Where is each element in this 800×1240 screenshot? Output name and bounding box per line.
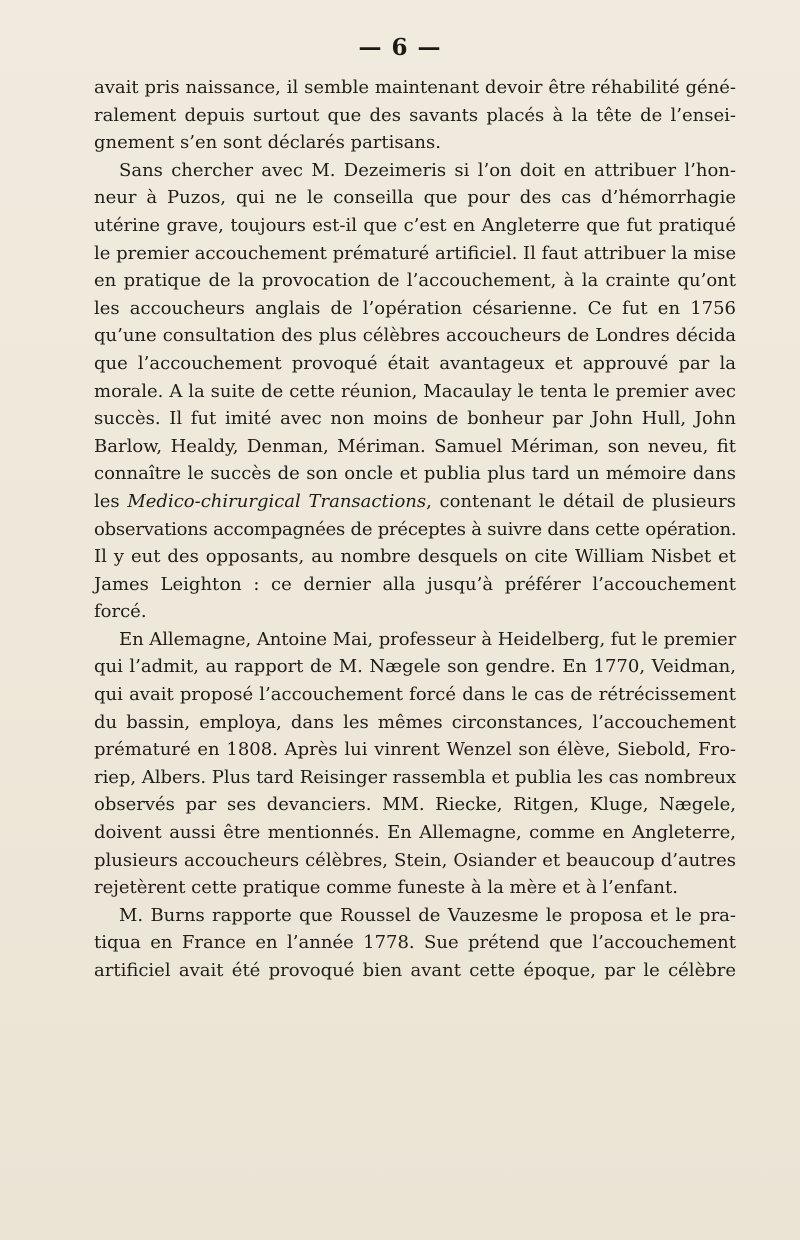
text-line: doivent aussi être mentionnés. En Allemagne, comme en Angleterre, [94, 822, 736, 844]
text-line: neur à Puzos, qui ne le conseilla que pour des cas d’hémorrhagie [94, 187, 736, 209]
text-line: Il y eut des opposants, au nombre desquels on cite William Nisbet et [94, 546, 736, 568]
text-line: qui avait proposé l’accouchement forcé dans le cas de rétrécissement [94, 684, 736, 706]
text-line: En Allemagne, Antoine Mai, professeur à Heidelberg, fut le premier [119, 628, 737, 650]
text-line: Sans chercher avec M. Dezeimeris si l’on doit en attribuer l’hon- [119, 159, 736, 181]
text-line: James Leighton : ce dernier alla jusqu’à préférer l’accouchement [94, 573, 736, 595]
text-line: morale. A la suite de cette réunion, Macaulay le tenta le premier avec [94, 380, 736, 402]
text-line [94, 488, 736, 516]
text-line: prématuré en 1808. Après lui vinrent Wenzel son élève, Siebold, Fro- [94, 739, 736, 761]
text-segment: , contenant le détail de plusieurs [426, 490, 737, 512]
text-line: les accoucheurs anglais de l’opération césarienne. Ce fut en 1756 [94, 297, 736, 319]
text-line: succès. Il fut imité avec non moins de bonheur par John Hull, John [94, 408, 736, 430]
text-line: du bassin, employa, dans les mêmes circonstances, l’accouchement [94, 711, 736, 733]
text-line: artificiel avait été provoqué bien avant cette époque, par le célèbre [94, 960, 736, 981]
text-line: tiqua en France en l’année 1778. Sue prétend que l’accouchement [94, 932, 736, 954]
text-line: plusieurs accoucheurs célèbres, Stein, Osiander et beaucoup d’autres [94, 849, 736, 871]
text-line: rejetèrent cette pratique comme funeste à la mère et à l’enfant. [94, 877, 678, 899]
text-line: observations accompagnées de préceptes à suivre dans cette opération. [94, 518, 737, 540]
body-text [94, 74, 736, 985]
text-line: connaître le succès de son oncle et publia plus tard un mémoire dans [94, 463, 736, 485]
text-line: qui l’admit, au rapport de M. Nægele son gendre. En 1770, Veidman, [94, 656, 736, 678]
text-line: que l’accouchement provoqué était avantageux et approuvé par la [94, 352, 736, 374]
journal-title: Medico-chirurgical Transactions [127, 490, 427, 512]
text-line: le premier accouchement prématuré artificiel. Il faut attribuer la mise [94, 242, 737, 264]
text-line: Barlow, Healdy, Denman, Mériman. Samuel Mériman, son neveu, fit [94, 435, 736, 457]
page-number: — 6 — [358, 34, 442, 61]
text-line: gnement s’en sont déclarés partisans. [94, 132, 441, 154]
text-line: en pratique de la provocation de l’accouchement, à la crainte qu’ont [94, 270, 736, 292]
text-line: M. Burns rapporte que Roussel de Vauzesme le proposa et le pra- [119, 904, 736, 926]
text-line: ralement depuis surtout que des savants placés à la tête de l’ensei- [94, 104, 736, 126]
text-line: utérine grave, toujours est-il que c’est en Angleterre que fut pratiqué [94, 214, 736, 236]
text-line: forcé. [94, 601, 147, 623]
text-line: avait pris naissance, il semble maintenant devoir être réhabilité géné- [94, 77, 736, 98]
text-line: observés par ses devanciers. MM. Riecke, Ritgen, Kluge, Nægele, [94, 794, 736, 816]
text-line: riep, Albers. Plus tard Reisinger rassembla et publia les cas nombreux [94, 766, 737, 788]
text-segment: les [94, 490, 128, 512]
text-line: qu’une consultation des plus célèbres accoucheurs de Londres décida [94, 325, 736, 347]
